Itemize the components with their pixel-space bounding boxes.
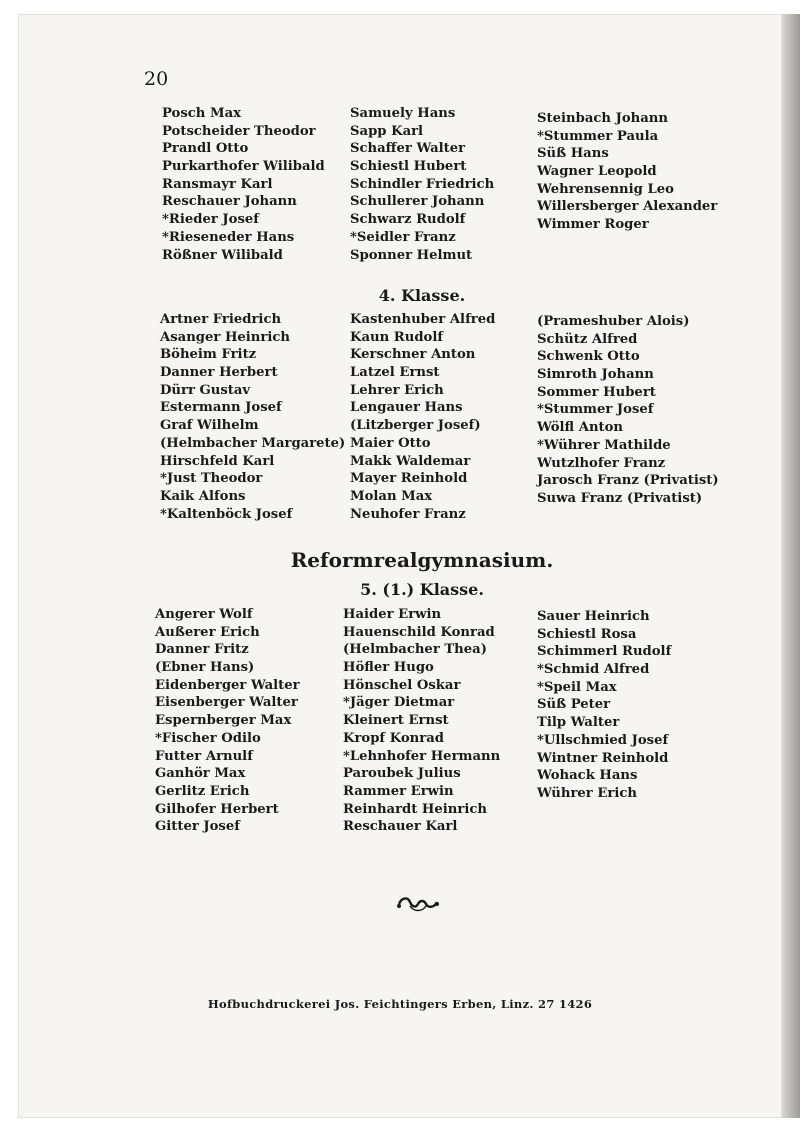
student-name: Eisenberger Walter <box>155 695 298 711</box>
student-name: Maier Otto <box>350 435 431 451</box>
class-heading-5: 5. (1.) Klasse. <box>360 580 484 599</box>
student-name: Estermann Josef <box>160 400 282 416</box>
student-name: Reinhardt Heinrich <box>343 801 487 817</box>
student-name: Höfler Hugo <box>343 660 434 676</box>
student-name: Lehrer Erich <box>350 382 444 398</box>
student-name: *Rieseneder Hans <box>162 229 295 245</box>
student-name: Kaik Alfons <box>160 488 246 504</box>
student-name: *Lehnhofer Hermann <box>343 748 501 764</box>
student-name: (Ebner Hans) <box>155 660 255 676</box>
student-name: *Just Theodor <box>160 471 263 487</box>
section2-column-1 <box>160 311 345 523</box>
student-name: *Wührer Mathilde <box>537 437 671 453</box>
student-name: Gerlitz Erich <box>155 783 250 799</box>
page-number: 20 <box>144 68 169 90</box>
student-name: Kaun Rudolf <box>350 329 444 345</box>
student-name: *Stummer Paula <box>537 128 659 144</box>
section2-column-3 <box>537 313 719 508</box>
student-name: Angerer Wolf <box>155 607 253 622</box>
student-name: Hirschfeld Karl <box>160 453 275 469</box>
student-name: Willersberger Alexander <box>537 199 718 215</box>
student-name: (Litzberger Josef) <box>350 418 481 434</box>
student-name: Schiestl Rosa <box>537 626 637 642</box>
student-name: Gilhofer Herbert <box>155 801 279 817</box>
student-name: (Prameshuber Alois) <box>537 314 690 329</box>
student-name: Schaffer Walter <box>350 141 466 157</box>
student-name: Paroubek Julius <box>343 766 461 782</box>
student-name: Schimmerl Rudolf <box>537 644 672 660</box>
student-name: Schullerer Johann <box>350 194 485 210</box>
student-name: Mayer Reinhold <box>350 471 468 487</box>
student-name: Tilp Walter <box>537 715 620 731</box>
student-name: Prandl Otto <box>162 141 249 157</box>
student-name: Sommer Hubert <box>537 384 656 400</box>
student-name: Wohack Hans <box>537 768 638 784</box>
student-name: Makk Waldemar <box>350 453 471 469</box>
student-name: Kleinert Ernst <box>343 713 449 729</box>
student-name: Süß Hans <box>537 146 609 162</box>
student-name: *Rieder Josef <box>162 212 259 228</box>
student-name: Kropf Konrad <box>343 730 444 746</box>
student-name: Graf Wilhelm <box>160 418 259 434</box>
student-name: Schiestl Hubert <box>350 159 467 175</box>
student-name: (Helmbacher Margarete) <box>160 435 346 451</box>
student-name: Posch Max <box>162 106 241 121</box>
section2-column-2 <box>350 311 495 523</box>
student-name: Artner Friedrich <box>160 312 282 327</box>
student-name: Kerschner Anton <box>350 347 476 363</box>
student-name: Kastenhuber Alfred <box>350 312 496 327</box>
school-heading: Reformrealgymnasium. <box>290 548 554 572</box>
student-name: Außerer Erich <box>155 624 260 640</box>
student-name: Molan Max <box>350 488 433 504</box>
student-name: Hönschel Oskar <box>343 677 461 693</box>
student-name: *Ullschmied Josef <box>537 732 669 748</box>
student-name: Gitter Josef <box>155 819 240 835</box>
student-name: Schwarz Rudolf <box>350 212 466 228</box>
student-name: Sapp Karl <box>350 123 424 139</box>
section1-column-2 <box>350 105 494 264</box>
student-name: Steinbach Johann <box>537 111 668 126</box>
student-name: Futter Arnulf <box>155 748 253 764</box>
student-name: Simroth Johann <box>537 367 654 383</box>
section3-column-3 <box>537 608 671 803</box>
student-name: Dürr Gustav <box>160 382 251 398</box>
student-name: Eidenberger Walter <box>155 677 300 693</box>
student-name: Reschauer Johann <box>162 194 297 210</box>
student-name: *Fischer Odilo <box>155 730 261 746</box>
student-name: Espernberger Max <box>155 713 292 729</box>
printer-imprint: Hofbuchdruckerei Jos. Feichtingers Erben, Linz. 27 1426 <box>207 997 593 1011</box>
student-name: Wölfl Anton <box>537 420 624 436</box>
student-name: Jarosch Franz (Privatist) <box>537 473 719 489</box>
section3-column-2 <box>343 606 500 836</box>
student-name: Schütz Alfred <box>537 331 638 347</box>
student-name: *Jäger Dietmar <box>343 695 455 711</box>
student-name: Hauenschild Konrad <box>343 624 495 640</box>
student-name: Rößner Wilibald <box>162 247 283 263</box>
section1-column-1 <box>162 105 325 264</box>
student-name: Böheim Fritz <box>160 347 257 363</box>
student-name: Haider Erwin <box>343 607 442 622</box>
student-name: *Stummer Josef <box>537 402 654 418</box>
student-name: Suwa Franz (Privatist) <box>537 490 703 506</box>
student-name: Ganhör Max <box>155 766 246 782</box>
student-name: Potscheider Theodor <box>162 123 316 139</box>
student-name: *Seidler Franz <box>350 229 456 245</box>
section3-column-1 <box>155 606 300 836</box>
student-name: Danner Herbert <box>160 365 278 381</box>
student-name: *Speil Max <box>537 679 617 695</box>
student-name: Wührer Erich <box>537 785 637 801</box>
student-name: Neuhofer Franz <box>350 506 466 522</box>
student-name: Wimmer Roger <box>537 217 649 233</box>
student-name: Wintner Reinhold <box>537 750 669 766</box>
student-name: Sauer Heinrich <box>537 609 650 624</box>
student-name: Danner Fritz <box>155 642 249 658</box>
class-heading-4: 4. Klasse. <box>378 286 466 305</box>
student-name: *Kaltenböck Josef <box>160 506 293 522</box>
student-name: Schindler Friedrich <box>350 176 495 192</box>
student-name: Asanger Heinrich <box>160 329 290 345</box>
student-name: Ransmayr Karl <box>162 176 273 192</box>
student-name: (Helmbacher Thea) <box>343 642 487 658</box>
student-name: Wutzlhofer Franz <box>537 455 666 471</box>
student-name: Purkarthofer Wilibald <box>162 159 325 175</box>
ornament-icon <box>396 894 440 914</box>
student-name: Schwenk Otto <box>537 349 640 365</box>
student-name: Wehrensennig Leo <box>537 181 674 197</box>
student-name: *Schmid Alfred <box>537 662 650 678</box>
student-name: Wagner Leopold <box>537 164 657 180</box>
student-name: Sponner Helmut <box>350 247 473 263</box>
student-name: Süß Peter <box>537 697 611 713</box>
student-name: Latzel Ernst <box>350 365 440 381</box>
section1-column-3 <box>537 110 717 234</box>
student-name: Samuely Hans <box>350 106 456 121</box>
student-name: Lengauer Hans <box>350 400 463 416</box>
student-name: Rammer Erwin <box>343 783 454 799</box>
student-name: Reschauer Karl <box>343 819 458 835</box>
